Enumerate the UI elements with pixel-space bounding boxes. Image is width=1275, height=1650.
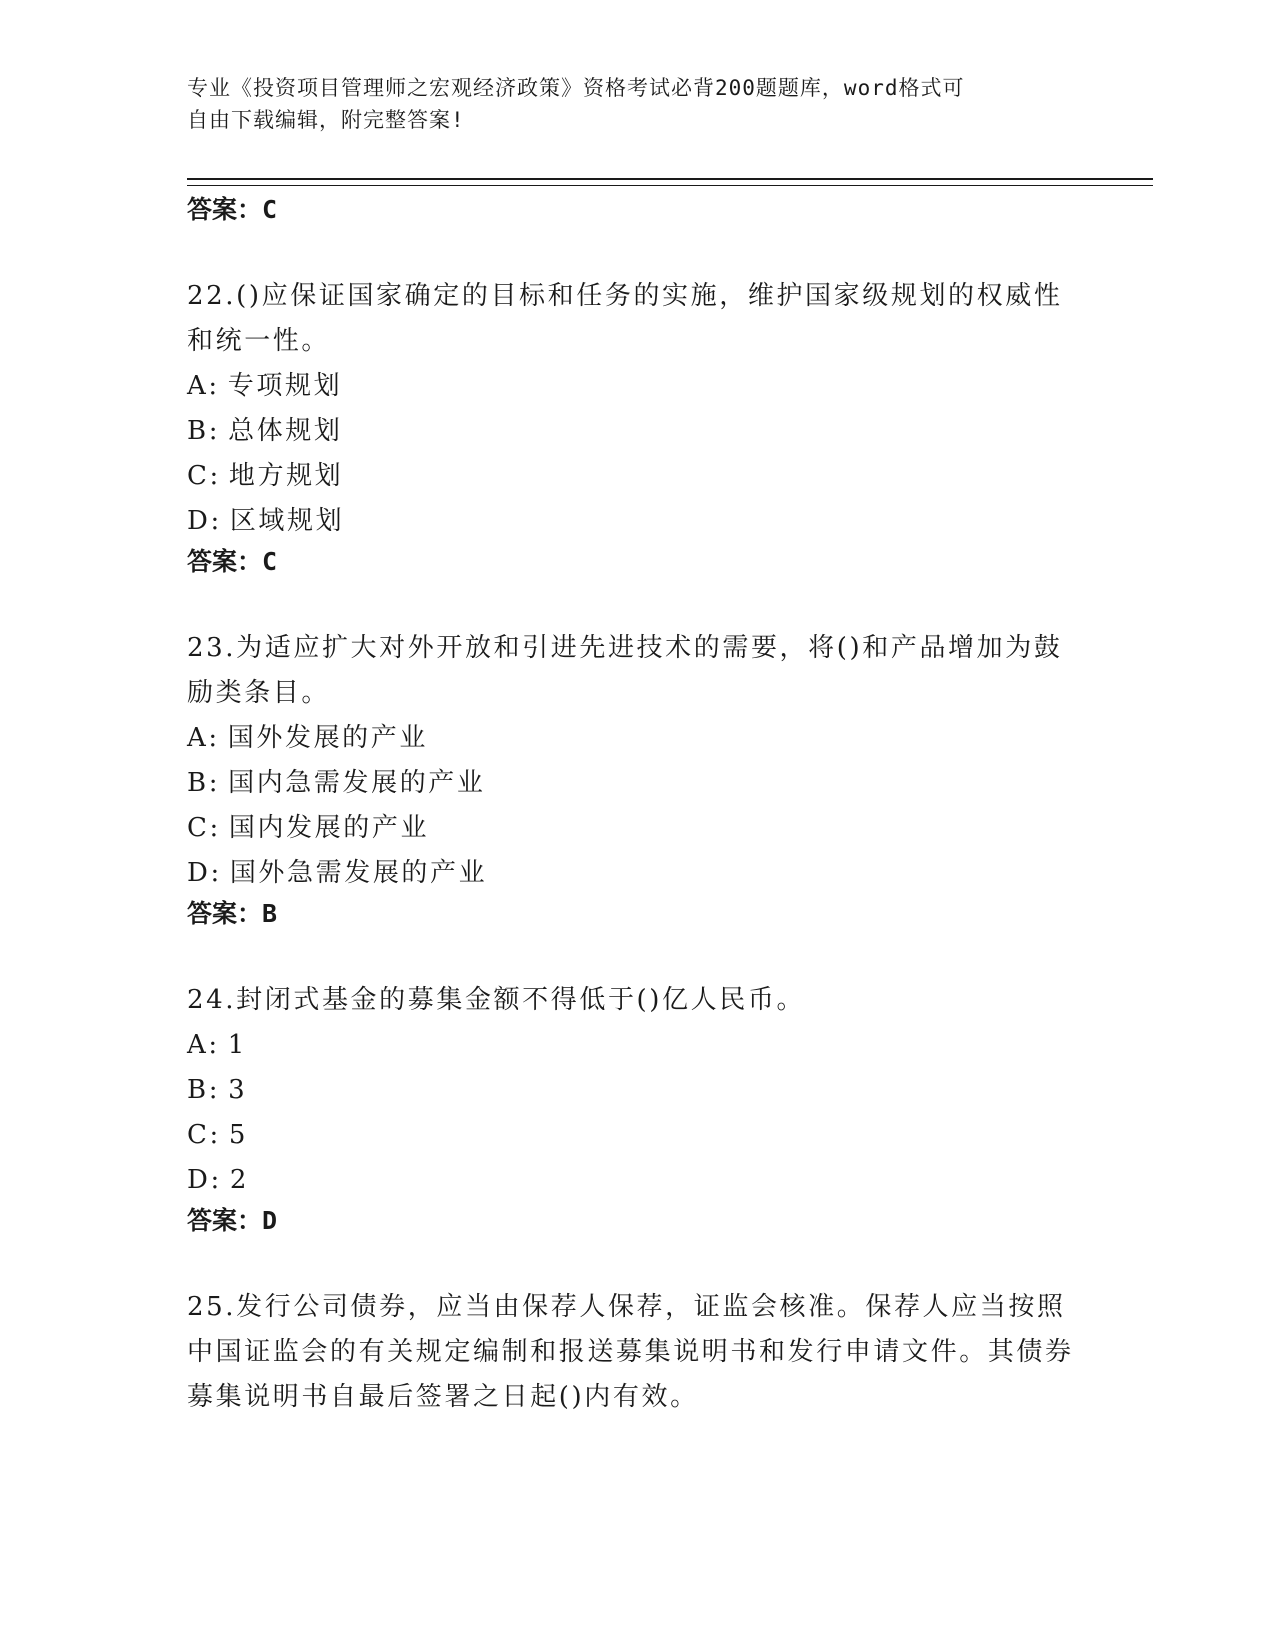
option-letter: B [187, 1075, 209, 1105]
option-b [187, 761, 1087, 806]
option-text: 1 [227, 1030, 247, 1060]
option-c [187, 1113, 1087, 1158]
question-list [187, 192, 1087, 1420]
question-stem [187, 1285, 1087, 1420]
option-b [187, 409, 1087, 454]
option-separator: : [210, 1165, 222, 1195]
option-c [187, 806, 1087, 851]
option-separator: : [208, 1075, 221, 1105]
option-text: 5 [228, 1120, 249, 1150]
question-text: ()应保证国家确定的目标和任务的实施，维护国家级规划的权威性和统一性。 [187, 281, 1063, 356]
question-number: 24. [187, 985, 237, 1015]
answer-line [187, 896, 1087, 932]
option-d [187, 499, 1087, 544]
option-text: 专项规划 [227, 371, 343, 401]
question-number: 25. [187, 1292, 237, 1322]
option-separator: : [209, 813, 221, 843]
question-stem [187, 978, 1087, 1023]
option-letter: A [187, 1030, 209, 1060]
page-header [187, 72, 1087, 136]
option-separator: : [210, 858, 222, 888]
option-separator: : [208, 1030, 220, 1060]
option-letter: C [187, 461, 210, 491]
header-line-2: 自由下载编辑，附完整答案! [187, 108, 465, 132]
header-divider [187, 178, 1153, 186]
option-letter: B [187, 416, 209, 446]
option-letter: D [187, 506, 211, 536]
option-text: 国内急需发展的产业 [228, 768, 486, 798]
option-text: 国外发展的产业 [227, 723, 428, 753]
option-separator: : [209, 461, 221, 491]
answer-label: 答案： [187, 547, 263, 576]
option-separator: : [208, 723, 220, 753]
answer-label: 答案： [187, 1206, 263, 1235]
option-separator: : [209, 1120, 221, 1150]
option-letter: D [187, 1165, 211, 1195]
question-text: 为适应扩大对外开放和引进先进技术的需要，将()和产品增加为鼓励类条目。 [187, 633, 1063, 708]
question-25 [187, 1285, 1087, 1420]
option-separator: : [210, 506, 222, 536]
option-text: 3 [228, 1075, 248, 1105]
option-letter: D [187, 858, 211, 888]
header-line-1: 专业《投资项目管理师之宏观经济政策》资格考试必背200题题库，word格式可 [187, 76, 965, 100]
question-text: 发行公司债券，应当由保荐人保荐，证监会核准。保荐人应当按照中国证监会的有关规定编制和报送募集说明书和发行申请文件。其债券募集说明书自最后签署之日起()内有效。 [187, 1292, 1074, 1412]
option-text: 地方规划 [228, 461, 344, 491]
option-letter: A [187, 371, 209, 401]
answer-line [187, 1203, 1087, 1239]
question-text: 封闭式基金的募集金额不得低于()亿人民币。 [236, 985, 806, 1015]
question-stem [187, 274, 1087, 364]
option-letter: A [187, 723, 209, 753]
answer-line [187, 192, 1087, 228]
option-letter: C [187, 813, 210, 843]
option-c [187, 454, 1087, 499]
question-number: 22. [187, 281, 237, 311]
option-text: 国内发展的产业 [228, 813, 430, 843]
answer-label: 答案： [187, 899, 263, 928]
answer-value: C [262, 195, 278, 224]
answer-value: C [262, 547, 278, 576]
option-text: 区域规划 [229, 506, 345, 536]
question-number: 23. [187, 633, 237, 663]
option-d [187, 1158, 1087, 1203]
answer-value: B [262, 899, 278, 928]
question-22 [187, 274, 1087, 580]
option-text: 2 [229, 1165, 249, 1195]
option-separator: : [208, 416, 221, 446]
option-text: 总体规划 [228, 416, 343, 446]
option-d [187, 851, 1087, 896]
option-text: 国外急需发展的产业 [229, 858, 488, 888]
question-23 [187, 626, 1087, 932]
option-separator: : [208, 371, 220, 401]
option-letter: C [187, 1120, 210, 1150]
question-24 [187, 978, 1087, 1239]
answer-value: D [262, 1206, 278, 1235]
answer-label: 答案： [187, 195, 263, 224]
question-stem [187, 626, 1087, 716]
answer-line [187, 544, 1087, 580]
option-a [187, 1023, 1087, 1068]
option-letter: B [187, 768, 209, 798]
option-a [187, 716, 1087, 761]
option-a [187, 364, 1087, 409]
option-separator: : [208, 768, 221, 798]
option-b [187, 1068, 1087, 1113]
